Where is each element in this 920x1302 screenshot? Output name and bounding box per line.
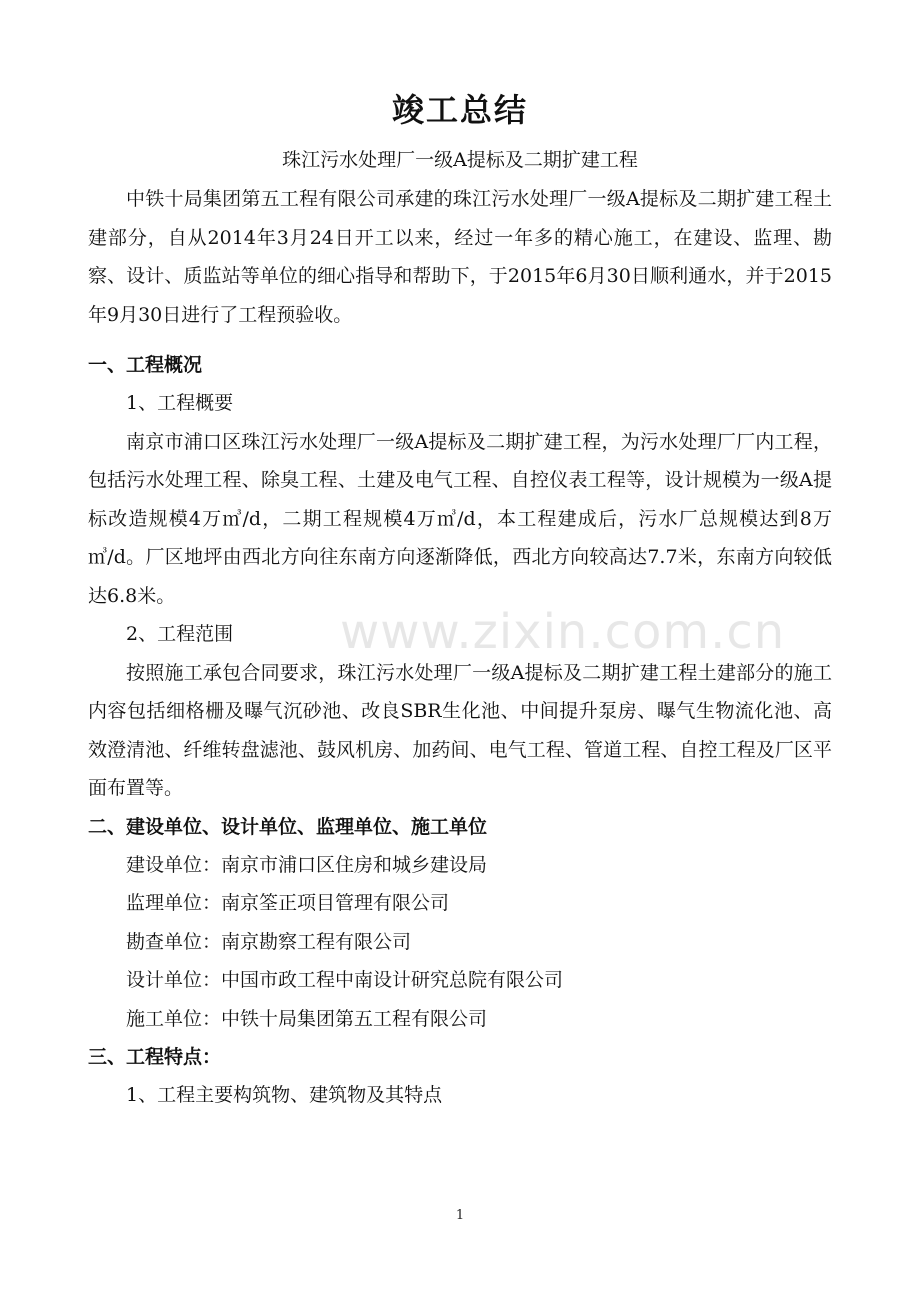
section-3-heading: 三、工程特点： bbox=[88, 1046, 222, 1068]
section-1-1-title: 1、工程概要 bbox=[126, 392, 234, 414]
section-3-1-title: 1、工程主要构筑物、建筑物及其特点 bbox=[126, 1084, 443, 1106]
section-1-2-text: 按照施工承包合同要求，珠江污水处理厂一级A提标及二期扩建工程土建部分的施工内容包括细格栅及曝气沉砂池、改良SBR生化池、中间提升泵房、曝气生物流化池、高效澄清池、纤维转盘滤池、鼓风机房、加药间、电气工程、管道工程、自控工程及厂区平面布置等。 bbox=[88, 661, 832, 799]
watermark: www.zixin.com.cn bbox=[340, 604, 786, 660]
page-number: 1 bbox=[455, 1208, 465, 1223]
unit-survey: 勘查单位：南京勘察工程有限公司 bbox=[126, 930, 412, 953]
section-1-1-text: 南京市浦口区珠江污水处理厂一级A提标及二期扩建工程，为污水处理厂厂内工程，包括污水处理工程、除臭工程、土建及电气工程、自控仪表工程等，设计规模为一级A提标改造规模4万㎥/d，二期工程规模4万㎥/d，本工程建成后，污水厂总规模达到8万㎥/d。厂区地坪由西北方向往东南方向逐渐降低，西北方向较高达7.7米，东南方向较低达6.8米。 bbox=[88, 430, 832, 607]
unit-construction: 建设单位：南京市浦口区住房和城乡建设局 bbox=[126, 853, 488, 876]
document-page bbox=[88, 80, 832, 1115]
document-title: 竣工总结 bbox=[391, 91, 528, 129]
intro-paragraph: 中铁十局集团第五工程有限公司承建的珠江污水处理厂一级A提标及二期扩建工程土建部分，自从2014年3月24日开工以来，经过一年多的精心施工，在建设、监理、勘察、设计、质监站等单位的细心指导和帮助下，于2015年6月30日顺利通水，并于2015年9月30日进行了工程预验收。 bbox=[88, 188, 832, 326]
section-2-heading: 二、建设单位、设计单位、监理单位、施工单位 bbox=[88, 815, 488, 838]
unit-design: 设计单位：中国市政工程中南设计研究总院有限公司 bbox=[126, 969, 564, 991]
section-1-heading: 一、工程概况 bbox=[88, 354, 203, 376]
unit-contractor: 施工单位：中铁十局集团第五工程有限公司 bbox=[126, 1007, 488, 1030]
project-subtitle: 珠江污水处理厂一级A提标及二期扩建工程 bbox=[282, 149, 638, 171]
section-1-2-title: 2、工程范围 bbox=[126, 623, 234, 645]
unit-supervision: 监理单位：南京筌正项目管理有限公司 bbox=[126, 892, 450, 914]
